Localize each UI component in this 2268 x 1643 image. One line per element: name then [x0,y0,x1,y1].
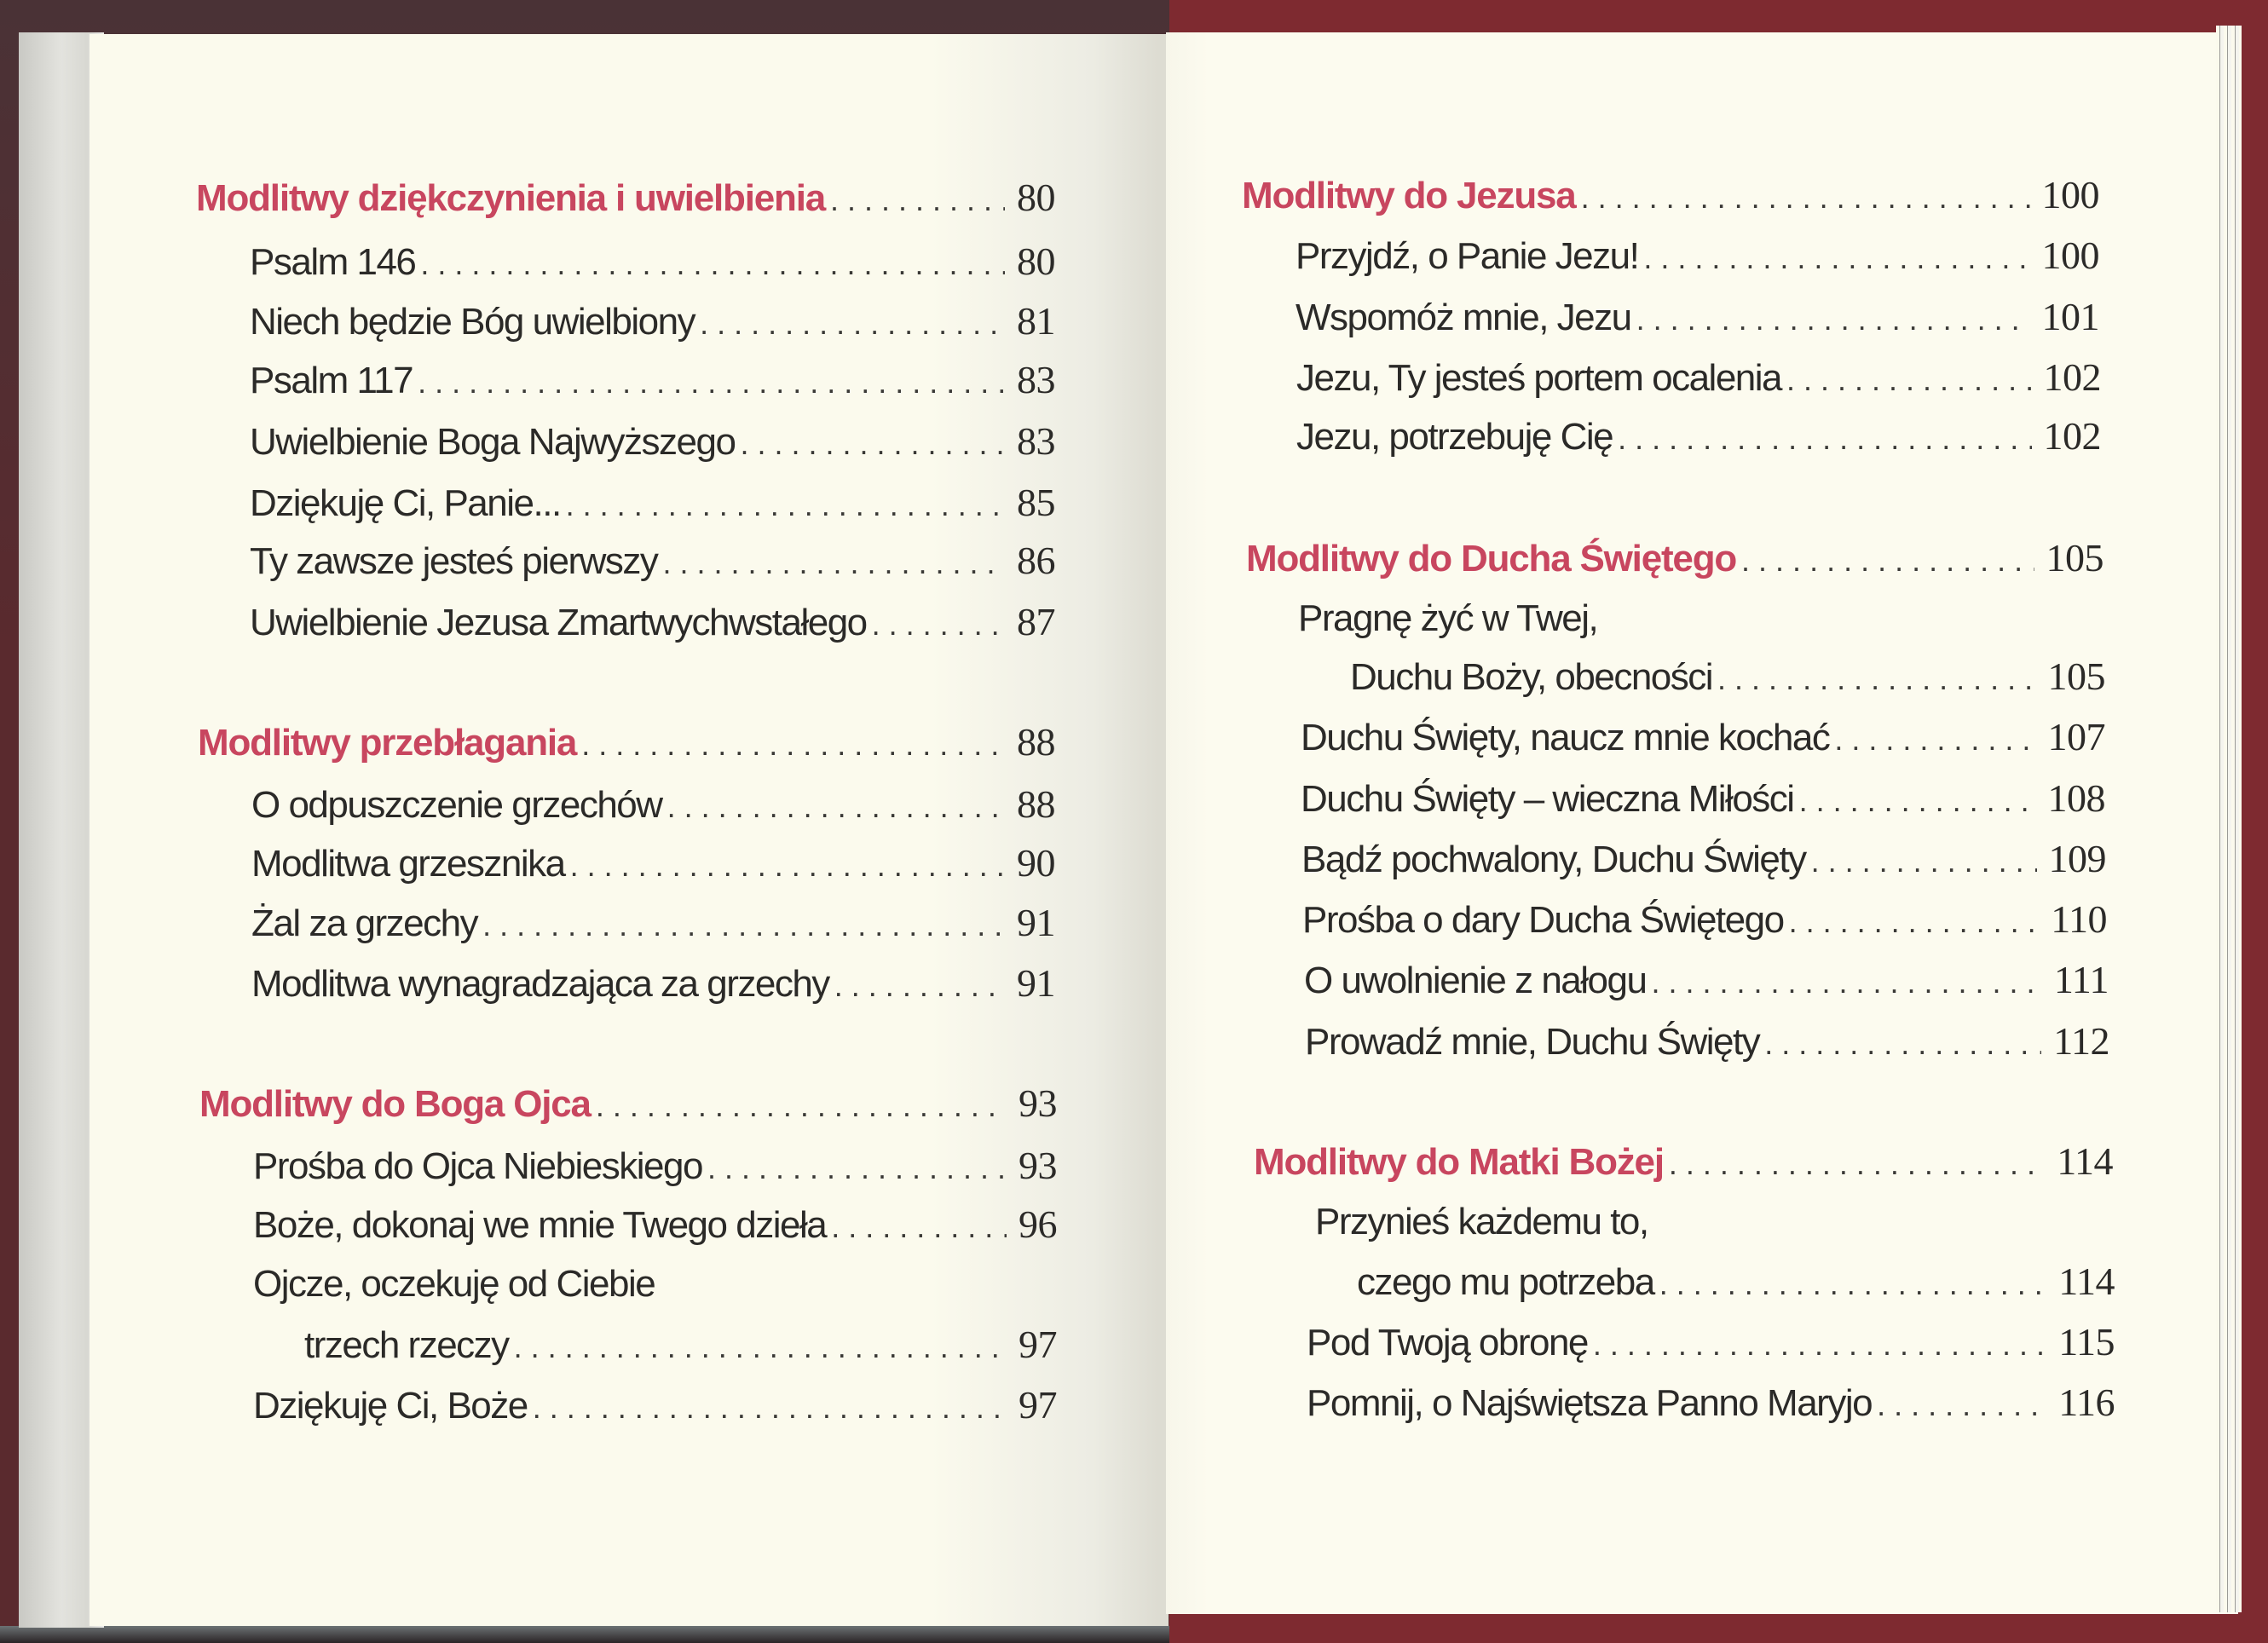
page-number: 116 [2058,1381,2115,1424]
toc-entry-title: Dziękuję Ci, Panie... [250,482,561,524]
dot-leader [1643,233,2029,284]
dot-leader [596,1081,1007,1132]
page-number: 93 [1019,1081,1057,1125]
toc-entry-title-continued: Duchu Boży, obecności [1350,656,1713,698]
toc-heading[interactable] [1246,533,2104,584]
toc-entry-first-line[interactable] [253,1259,1057,1310]
page-number: 91 [1017,901,1055,944]
page-number: 97 [1019,1323,1057,1366]
dot-leader [566,480,1005,531]
toc-entry-title: Dziękuję Ci, Boże [253,1385,528,1427]
toc-entry-title: Ty zawsze jesteś pierwszy [250,540,658,582]
toc-entry-title: O odpuszczenie grzechów [251,784,662,826]
dot-leader [834,960,1005,1012]
page-number: 97 [1019,1383,1057,1427]
toc-entry[interactable] [1302,894,2107,945]
toc-entry-title: Pod Twoją obronę [1307,1322,1588,1363]
toc-entry-title: Żal za grzechy [251,902,478,944]
toc-entry[interactable] [1304,954,2109,1006]
toc-entry-title: Niech będzie Bóg uwielbiony [250,301,695,343]
toc-entry-title: Prośba o dary Ducha Świętego [1302,899,1784,941]
dot-leader [1811,836,2037,887]
dot-leader [420,239,1005,290]
toc-entry-title: Uwielbienie Boga Najwyższego [250,421,736,463]
toc-entry[interactable] [1301,833,2106,885]
toc-entry[interactable] [250,296,1055,347]
page-number: 111 [2053,958,2109,1001]
book-cover-bottom [0,1626,1169,1643]
dot-leader [707,1143,1007,1194]
dot-leader [1877,1380,2046,1431]
dot-leader [1618,413,2031,464]
page-number: 83 [1017,358,1055,401]
dot-leader [1786,355,2031,406]
toc-entry[interactable] [1307,1317,2115,1368]
toc-heading-title: Modlitwy do Matki Bożej [1254,1141,1664,1183]
toc-entry[interactable] [251,779,1055,830]
toc-entry-title: Modlitwa grzesznika [251,843,565,885]
page-stack-right [2216,26,2242,1612]
dot-leader [581,719,1005,770]
toc-entry[interactable] [253,1140,1057,1191]
toc-entry[interactable] [1301,773,2105,824]
toc-heading-title: Modlitwy do Jezusa [1242,175,1576,216]
dot-leader [1581,172,2030,223]
toc-entry-title-continued: trzech rzeczy [304,1324,509,1366]
toc-entry[interactable] [253,1380,1057,1431]
dot-leader [1764,1018,2041,1069]
toc-entry-title-continued: czego mu potrzeba [1357,1261,1654,1303]
toc-entry-title: Jezu, potrzebuję Cię [1296,416,1613,458]
toc-entry[interactable] [250,535,1055,586]
toc-entry-title: Bądź pochwalony, Duchu Święty [1301,839,1806,880]
page-number: 109 [2048,837,2106,880]
page-number: 102 [2043,355,2101,399]
toc-heading-title: Modlitwy dziękczynienia i uwielbienia [196,177,825,219]
toc-heading-title: Modlitwy do Boga Ojca [199,1083,591,1125]
toc-entry[interactable] [250,597,1055,648]
dot-leader [514,1322,1007,1373]
page-number: 102 [2043,414,2101,458]
toc-entry-continuation[interactable] [304,1319,1057,1370]
toc-entry[interactable] [1305,1016,2109,1067]
dot-leader [1636,294,2030,345]
toc-entry[interactable] [1296,352,2101,403]
dot-leader [1834,714,2035,765]
toc-entry-title: Boże, dokonaj we mnie Twego dzieła [253,1204,827,1246]
toc-entry[interactable] [250,477,1055,528]
toc-entry-title: Duchu Święty – wieczna Miłości [1301,778,1794,820]
dot-leader [831,1202,1007,1253]
toc-entry-title: O uwolnienie z nałogu [1304,960,1647,1001]
toc-entry-title: Psalm 117 [250,360,413,401]
toc-entry-title: Pomnij, o Najświętsza Panno Maryjo [1307,1382,1873,1424]
toc-heading[interactable] [1242,170,2099,221]
dot-leader [570,840,1005,891]
page-number: 108 [2047,776,2105,820]
page-number: 91 [1017,961,1055,1005]
page-number: 81 [1017,299,1055,343]
page-number: 114 [2058,1260,2115,1303]
page-number: 100 [2041,233,2099,277]
page-number: 85 [1017,481,1055,524]
dot-leader [662,538,1005,589]
dot-leader [533,1382,1007,1433]
toc-entry-title: Modlitwa wynagradzająca za grzechy [251,963,829,1005]
dot-leader [482,900,1005,951]
dot-leader [1789,896,2040,948]
dot-leader [1799,775,2036,827]
page-number: 96 [1019,1202,1057,1246]
toc-entry-title: Uwielbienie Jezusa Zmartwychwstałego [250,602,867,643]
page-number: 86 [1017,539,1055,582]
toc-entry-title: Prośba do Ojca Niebieskiego [253,1145,702,1187]
page-number: 115 [2058,1320,2115,1363]
toc-entry-title: Psalm 146 [250,241,416,283]
toc-entry-title: Przynieś każdemu to, [1315,1201,1648,1242]
toc-entry-title: Pragnę żyć w Twej, [1298,597,1598,639]
dot-leader [1741,535,2034,586]
toc-heading-title: Modlitwy do Ducha Świętego [1246,538,1737,579]
dot-leader [1659,1259,2046,1310]
toc-entry[interactable] [1296,230,2099,281]
dot-leader [1717,654,2035,705]
toc-entry[interactable] [251,838,1055,889]
toc-entry[interactable] [253,1199,1057,1250]
toc-entry-title: Duchu Święty, naucz mnie kochać [1301,717,1830,758]
toc-entry[interactable] [251,958,1055,1009]
toc-entry[interactable] [250,416,1055,467]
toc-entry-title: Przyjdź, o Panie Jezu! [1296,235,1639,277]
dot-leader [1593,1319,2046,1370]
page-number: 87 [1017,600,1055,643]
page-number: 110 [2051,897,2107,941]
toc-entry[interactable] [251,897,1055,948]
toc-entry-title: Ojcze, oczekuję od Ciebie [253,1263,655,1305]
page-number: 90 [1017,841,1055,885]
page-number: 112 [2053,1019,2109,1063]
page-number: 88 [1017,720,1055,764]
dot-leader [872,599,1005,650]
page-number: 83 [1017,419,1055,463]
toc-entry-title: Jezu, Ty jesteś portem ocalenia [1296,357,1782,399]
toc-heading[interactable] [198,717,1055,768]
toc-entry[interactable] [1296,411,2101,462]
toc-entry-first-line[interactable] [1298,593,2104,644]
page-number: 105 [2047,654,2105,698]
page-number: 100 [2041,173,2099,216]
page-number: 93 [1019,1144,1057,1187]
toc-entry-continuation[interactable] [1357,1256,2115,1307]
page-number: 101 [2041,295,2099,338]
dot-leader [1651,957,2041,1008]
toc-entry[interactable] [250,355,1055,406]
dot-leader [418,357,1005,408]
dot-leader [667,781,1005,833]
toc-entry[interactable] [1301,712,2105,763]
page-number: 80 [1017,239,1055,283]
toc-heading[interactable] [199,1078,1057,1129]
page-number: 114 [2057,1139,2113,1183]
toc-heading-title: Modlitwy przebłagania [198,722,577,764]
toc-entry[interactable] [1307,1377,2115,1428]
page-number: 88 [1017,782,1055,826]
dot-leader [1669,1139,2045,1190]
toc-entry[interactable] [250,236,1055,287]
toc-entry[interactable] [1296,291,2099,343]
toc-heading[interactable] [196,172,1055,223]
page-number: 80 [1017,176,1055,219]
toc-entry-title: Wspomóż mnie, Jezu [1296,297,1631,338]
toc-entry-first-line[interactable] [1315,1196,2113,1248]
toc-entry-title: Prowadź mnie, Duchu Święty [1305,1021,1760,1063]
page-number: 105 [2046,536,2104,579]
dot-leader [700,298,1005,349]
page-number: 107 [2047,715,2105,758]
toc-heading[interactable] [1254,1136,2113,1187]
dot-leader [830,175,1005,226]
toc-entry-continuation[interactable] [1350,651,2105,702]
dot-leader [740,418,1005,470]
